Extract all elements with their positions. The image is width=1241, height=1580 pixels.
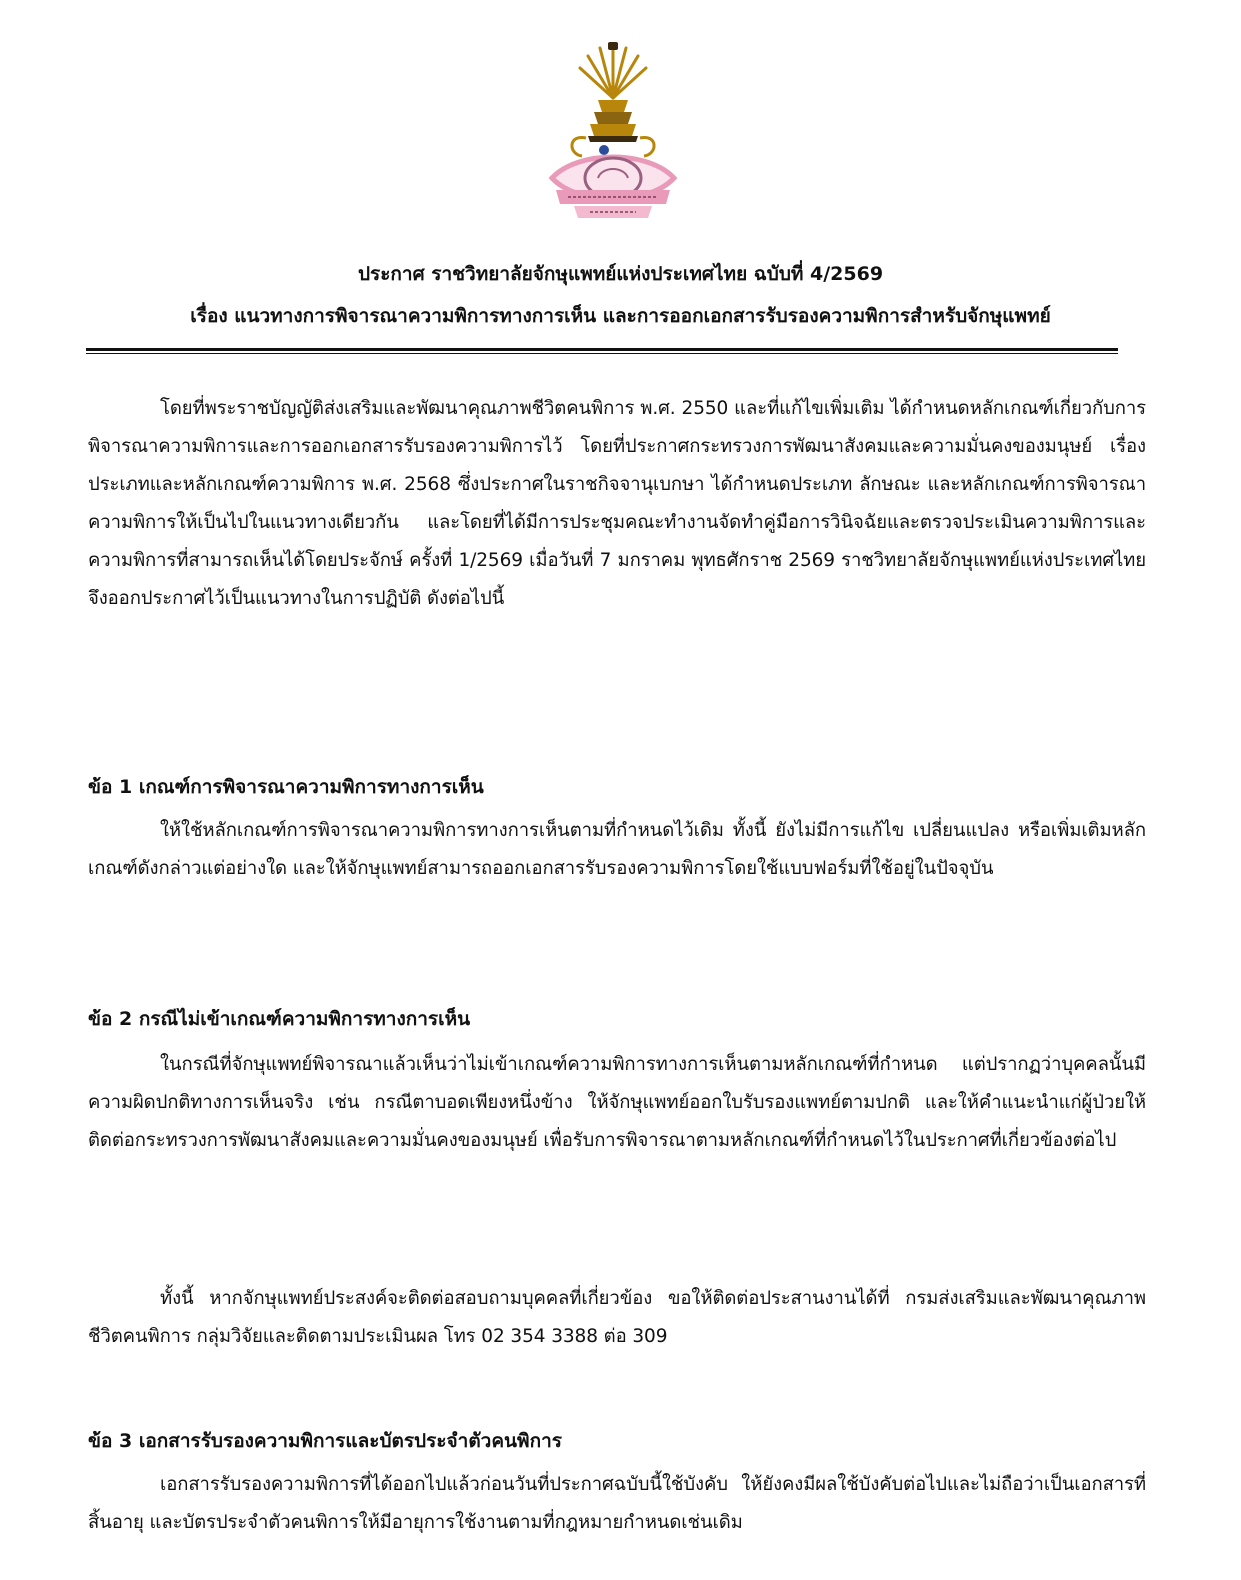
- section-3-body: เอกสารรับรองความพิการที่ได้ออกไปแล้วก่อนวันที่ประกาศฉบับนี้ใช้บังคับ ให้ยังคงมีผลใช้บังคับต่อไปและไม่ถือว่าเป็นเอกสารที่สิ้นอายุ และบัตรประจำตัวคนพิการให้มีอายุการใช้งานตามที่กฎหมายกำหนดเช่นเดิม: [88, 1474, 1146, 1533]
- section-3-heading: ข้อ 3 เอกสารรับรองความพิการและบัตรประจำตัวคนพิการ: [88, 1430, 562, 1452]
- section-2-heading: ข้อ 2 กรณีไม่เข้าเกณฑ์ความพิการทางการเห็น: [88, 1008, 471, 1030]
- intro-paragraph: โดยที่พระราชบัญญัติส่งเสริมและพัฒนาคุณภาพชีวิตคนพิการ พ.ศ. 2550 และที่แก้ไขเพิ่มเติม ได้กำหนดหลักเกณฑ์เกี่ยวกับการพิจารณาความพิการและการออกเอกสารรับรองความพิการไว้ โดยที่ประกาศกระทรวงการพัฒนาสังคมและความมั่นคงของมนุษย์ เรื่อง ประเภทและหลักเกณฑ์ความพิการ พ.ศ. 2568 ซึ่งประกาศในราชกิจจานุเบกษา ได้กำหนดประเภท ลักษณะ และหลักเกณฑ์การพิจารณาความพิการให้เป็นไปในแนวทางเดียวกัน และโดยที่ได้มีการประชุมคณะทำงานจัดทำคู่มือการวินิจฉัยและตรวจประเมินความพิการและความพิการที่สามารถเห็นได้โดยประจักษ์ ครั้งที่ 1/2569 เมื่อวันที่ 7 มกราคม พุทธศักราช 2569 ราชวิทยาลัยจักษุแพทย์แห่งประเทศไทย จึงออกประกาศไว้เป็นแนวทางในการปฏิบัติ ดังต่อไปนี้: [88, 398, 1146, 609]
- section-1-body: ให้ใช้หลักเกณฑ์การพิจารณาความพิการทางการเห็นตามที่กำหนดไว้เดิม ทั้งนี้ ยังไม่มีการแก้ไข เปลี่ยนแปลง หรือเพิ่มเติมหลักเกณฑ์ดังกล่าวแต่อย่างใด และให้จักษุแพทย์สามารถออกเอกสารรับรองความพิการโดยใช้แบบฟอร์มที่ใช้อยู่ในปัจจุบัน: [88, 820, 1146, 879]
- section-1-heading: ข้อ 1 เกณฑ์การพิจารณาความพิการทางการเห็น: [88, 776, 484, 798]
- announcement-title: ประกาศ ราชวิทยาลัยจักษุแพทย์แห่งประเทศไทย ฉบับที่ 4/2569: [357, 263, 884, 285]
- section-2-body: ในกรณีที่จักษุแพทย์พิจารณาแล้วเห็นว่าไม่เข้าเกณฑ์ความพิการทางการเห็นตามหลักเกณฑ์ที่กำหนด แต่ปรากฏว่าบุคคลนั้นมีความผิดปกติทางการเห็นจริง เช่น กรณีตาบอดเพียงหนึ่งข้าง ให้จักษุแพทย์ออกใบรับรองแพทย์ตามปกติ และให้คำแนะนำแก่ผู้ป่วยให้ติดต่อกระทรวงการพัฒนาสังคมและความมั่นคงของมนุษย์ เพื่อรับการพิจารณาตามหลักเกณฑ์ที่กำหนดไว้ในประกาศที่เกี่ยวข้องต่อไป: [88, 1054, 1146, 1151]
- section-2-contact-note: ทั้งนี้ หากจักษุแพทย์ประสงค์จะติดต่อสอบถามบุคคลที่เกี่ยวข้อง ขอให้ติดต่อประสานงานได้ที่ กรมส่งเสริมและพัฒนาคุณภาพชีวิตคนพิการ กลุ่มวิจัยและติดตามประเมินผล โทร 02 354 3388 ต่อ 309: [88, 1288, 1146, 1347]
- header-divider: [86, 348, 1118, 351]
- college-emblem-icon: [538, 38, 688, 222]
- announcement-subject: เรื่อง แนวทางการพิจารณาความพิการทางการเห็น และการออกเอกสารรับรองความพิการสำหรับจักษุแพทย์: [190, 305, 1051, 327]
- header-divider-thin: [86, 353, 1118, 354]
